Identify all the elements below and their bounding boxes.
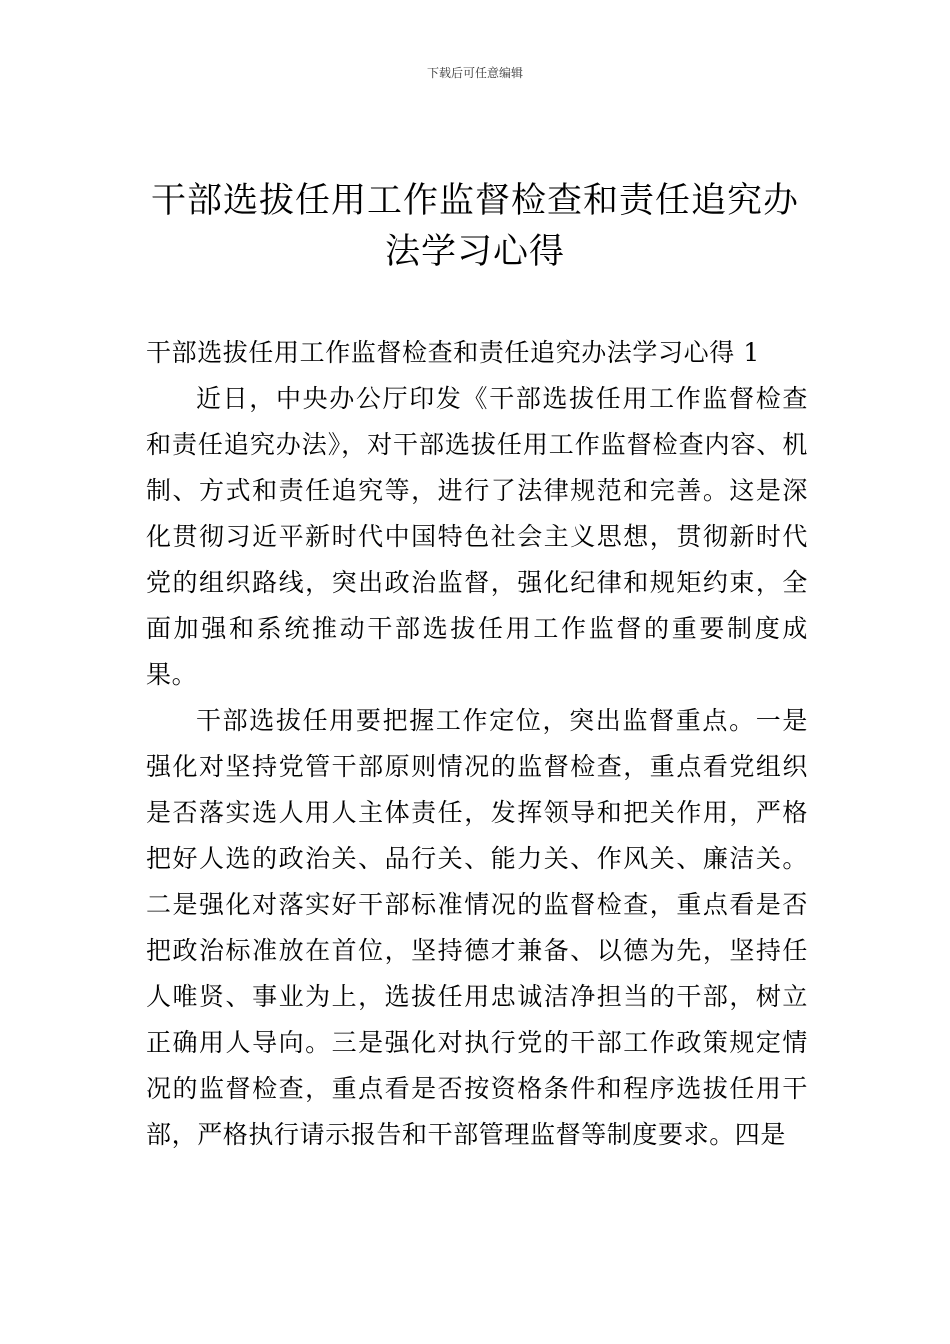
- paragraph: 近日，中央办公厅印发《干部选拔任用工作监督检查和责任追究办法》，对干部选拔任用工作监督检查内容、机制、方式和责任追究等，进行了法律规范和完善。这是深化贯彻习近平新时代中国特色社会主义思想，贯彻新时代党的组织路线，突出政治监督，强化纪律和规矩约束，全面加强和系统推动干部选拔任用工作监督的重要制度成果。: [146, 384, 808, 689]
- document-title: 干部选拔任用工作监督检查和责任追究办法学习心得: [150, 181, 799, 272]
- paragraph: 干部选拔任用要把握工作定位，突出监督重点。一是强化对坚持党管干部原则情况的监督检查，重点看党组织是否落实选人用人主体责任，发挥领导和把关作用，严格把好人选的政治关、品行关、能力关、作风关、廉洁关。二是强化对落实好干部标准情况的监督检查，重点看是否把政治标准放在首位，坚持德才兼备、以德为先，坚持任人唯贤、事业为上，选拔任用忠诚洁净担当的干部，树立正确用人导向。三是强化对执行党的干部工作政策规定情况的监督检查，重点看是否按资格条件和程序选拔任用干部，严格执行请示报告和干部管理监督等制度要求。四是: [146, 706, 808, 1149]
- header-note: 下载后可任意编辑: [426, 66, 523, 80]
- section-heading: 干部选拔任用工作监督检查和责任追究办法学习心得 1: [146, 338, 760, 367]
- document-body: [146, 330, 808, 1158]
